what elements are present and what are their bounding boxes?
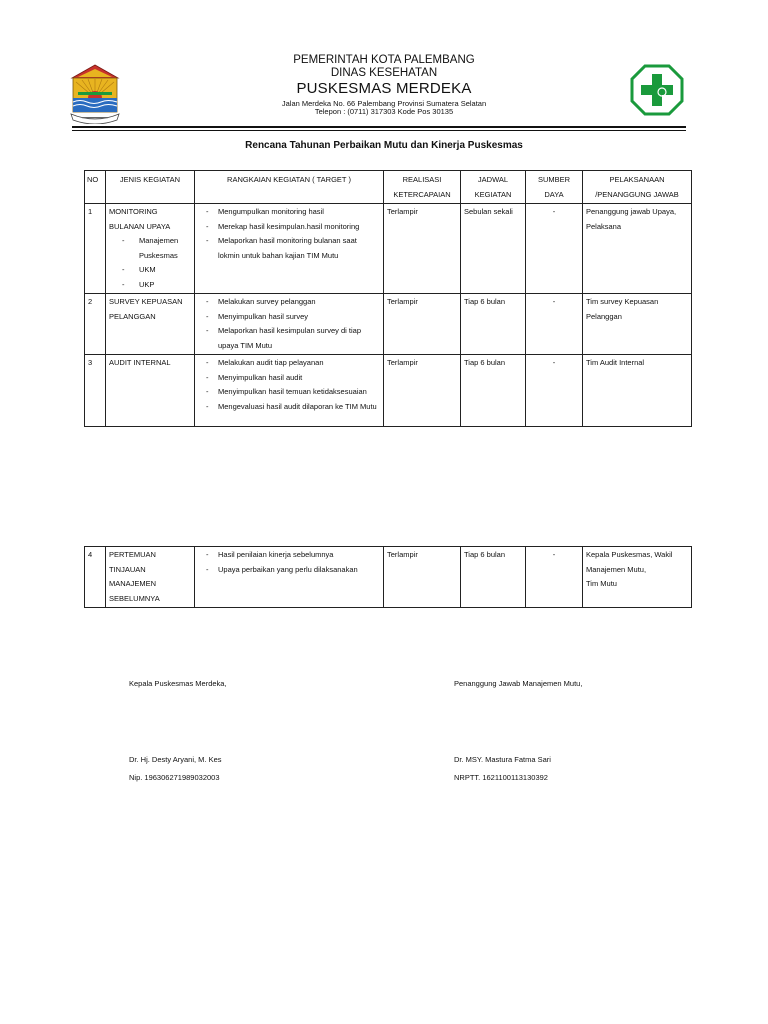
row-sumber: - [526, 547, 583, 608]
row-pelaksanaan: Penanggung jawab Upaya, Pelaksana [583, 204, 692, 294]
row-sumber: - [526, 355, 583, 427]
header-jenis: JENIS KEGIATAN [106, 171, 195, 204]
row-jadwal: Tiap 6 bulan [461, 294, 526, 355]
table-header-row [85, 171, 692, 204]
department-name: DINAS KESEHATAN [330, 67, 438, 80]
row-jenis: MONITORING BULANAN UPAYA - Manajemen Puskesmas - UKM - UKP [106, 204, 195, 294]
left-signature-name: Dr. Hj. Desty Aryani, M. Kes [129, 755, 222, 764]
address: Jalan Merdeka No. 66 Palembang Provinsi Sumatera Selatan [281, 98, 487, 108]
row-jadwal: Tiap 6 bulan [461, 355, 526, 427]
right-signature-title: Penanggung Jawab Manajemen Mutu, [454, 679, 583, 688]
header-rangkaian: RANGKAIAN KEGIATAN ( TARGET ) [195, 171, 384, 204]
row-jenis: PERTEMUAN TINJAUAN MANAJEMEN SEBELUMNYA [106, 547, 195, 608]
header-pelaksanaan: PELAKSANAAN /PENANGGUNG JAWAB [583, 171, 692, 204]
document-title: Rencana Tahunan Perbaikan Mutu dan Kinerja Puskesmas [245, 140, 523, 151]
row-sumber: - [526, 204, 583, 294]
phone: Telepon : (0711) 317303 Kode Pos 30135 [314, 107, 454, 117]
activity-table [84, 170, 692, 427]
row-realisasi: Terlampir [384, 294, 461, 355]
activity-table-continued [84, 546, 692, 608]
table-row [85, 547, 692, 608]
row-jadwal: Tiap 6 bulan [461, 547, 526, 608]
row-jenis: SURVEY KEPUASAN PELANGGAN [106, 294, 195, 355]
row-pelaksanaan: Kepala Puskesmas, Wakil Manajemen Mutu, Tim Mutu [583, 547, 692, 608]
letterhead-divider-thin [72, 130, 686, 131]
row-rangkaian: - Melakukan survey pelanggan - Menyimpulkan hasil survey - Melaporkan hasil kesimpulan survey di tiap upaya TIM Mutu [195, 294, 384, 355]
row-jenis: AUDIT INTERNAL [106, 355, 195, 427]
header-realisasi: REALISASI KETERCAPAIAN [384, 171, 461, 204]
row-pelaksanaan: Tim survey Kepuasan Pelanggan [583, 294, 692, 355]
row-rangkaian: - Mengumpulkan monitoring hasil - Merekap hasil kesimpulan.hasil monitoring - Melaporkan hasil monitoring bulanan saat lokmin untuk bahan kajian TIM Mutu [195, 204, 384, 294]
row-jadwal: Sebulan sekali [461, 204, 526, 294]
header-no: NO [85, 171, 106, 204]
left-signature-id: Nip. 196306271989032003 [129, 773, 220, 782]
row-realisasi: Terlampir [384, 355, 461, 427]
table-row [85, 294, 692, 355]
row-no: 1 [85, 204, 106, 294]
right-signature-id: NRPTT. 1621100113130392 [454, 773, 548, 782]
table-row [85, 204, 692, 294]
header-jadwal: JADWAL KEGIATAN [461, 171, 526, 204]
right-signature-name: Dr. MSY. Mastura Fatma Sari [454, 755, 551, 764]
row-pelaksanaan: Tim Audit Internal [583, 355, 692, 427]
letterhead-divider [72, 126, 686, 128]
row-realisasi: Terlampir [384, 204, 461, 294]
row-sumber: - [526, 294, 583, 355]
left-signature-title: Kepala Puskesmas Merdeka, [129, 679, 227, 688]
institution-name: PUSKESMAS MERDEKA [296, 80, 472, 98]
table-row [85, 355, 692, 427]
row-realisasi: Terlampir [384, 547, 461, 608]
row-no: 4 [85, 547, 106, 608]
row-rangkaian: - Melakukan audit tiap pelayanan - Menyimpulkan hasil audit - Menyimpulkan hasil temuan ketidaksesuaian - Mengevaluasi hasil audit dilaporan ke TIM Mutu [195, 355, 384, 427]
letterhead [0, 54, 768, 117]
row-no: 3 [85, 355, 106, 427]
row-no: 2 [85, 294, 106, 355]
government-name: PEMERINTAH KOTA PALEMBANG [293, 54, 475, 66]
row-rangkaian: - Hasil penilaian kinerja sebelumnya - Upaya perbaikan yang perlu dilaksanakan [195, 547, 384, 608]
header-sumber: SUMBER DAYA [526, 171, 583, 204]
